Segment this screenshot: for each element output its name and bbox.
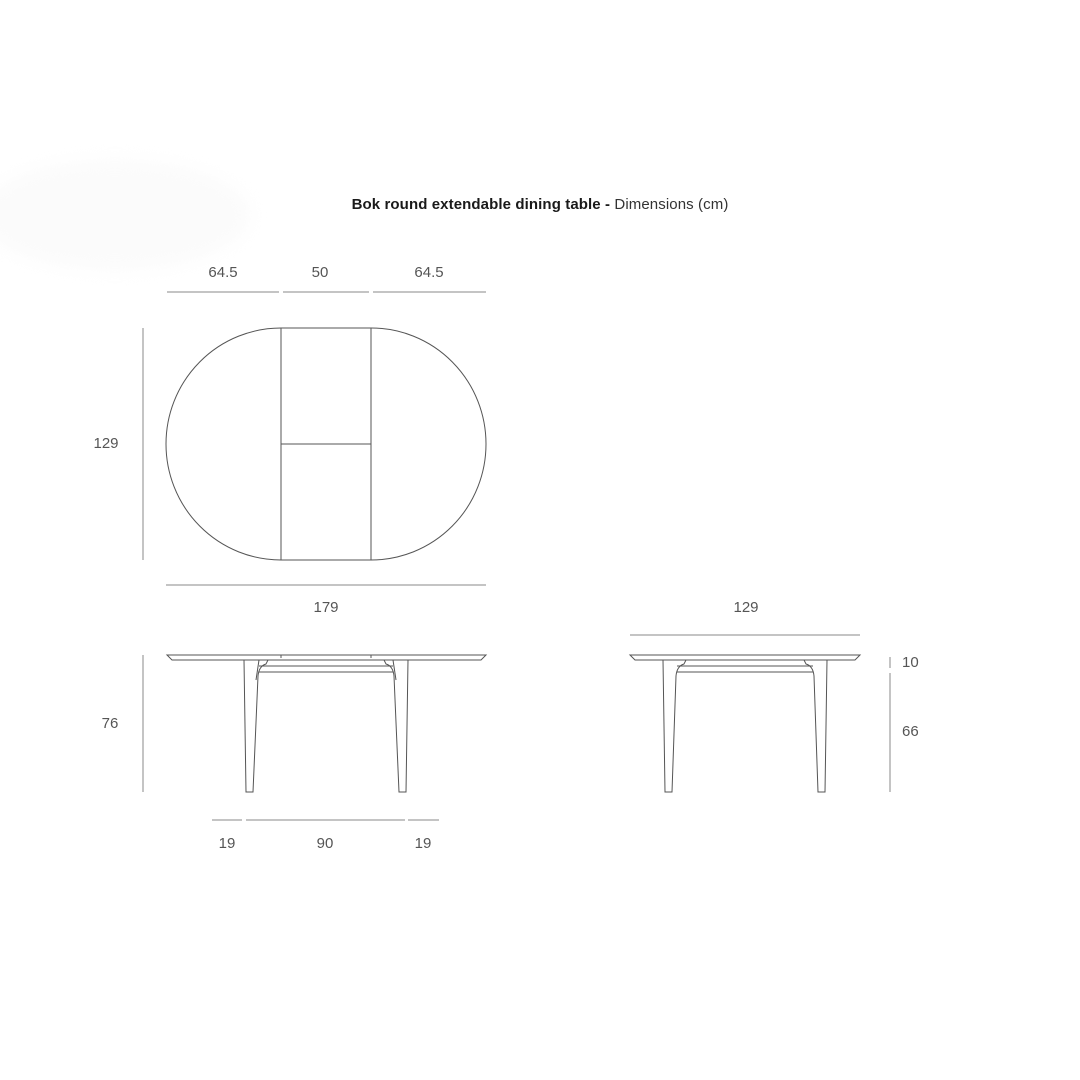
product-name: Bok round extendable dining table xyxy=(351,196,601,213)
label-depth: 129 xyxy=(93,435,119,452)
label-leg-span: 90 xyxy=(316,835,334,852)
title-separator: - xyxy=(605,196,611,213)
front-view xyxy=(167,655,486,792)
label-side-width: 129 xyxy=(733,599,759,616)
label-overhang-left: 19 xyxy=(218,835,236,852)
label-leaf-right: 64.5 xyxy=(414,264,444,281)
side-tabletop xyxy=(630,655,860,660)
title-subtitle: Dimensions (cm) xyxy=(614,196,729,213)
side-leg-left xyxy=(663,660,686,792)
side-view-dimension-lines xyxy=(630,635,890,792)
label-apron-height: 10 xyxy=(902,654,919,671)
side-leg-right xyxy=(804,660,827,792)
label-total-length: 179 xyxy=(313,599,339,616)
top-view xyxy=(166,328,486,560)
label-leg-clearance: 66 xyxy=(902,723,919,740)
label-leaf-left: 64.5 xyxy=(208,264,238,281)
label-leaf-middle: 50 xyxy=(311,264,329,281)
label-height: 76 xyxy=(101,715,119,732)
label-overhang-right: 19 xyxy=(414,835,432,852)
front-tabletop xyxy=(167,655,486,660)
side-view xyxy=(630,655,860,792)
